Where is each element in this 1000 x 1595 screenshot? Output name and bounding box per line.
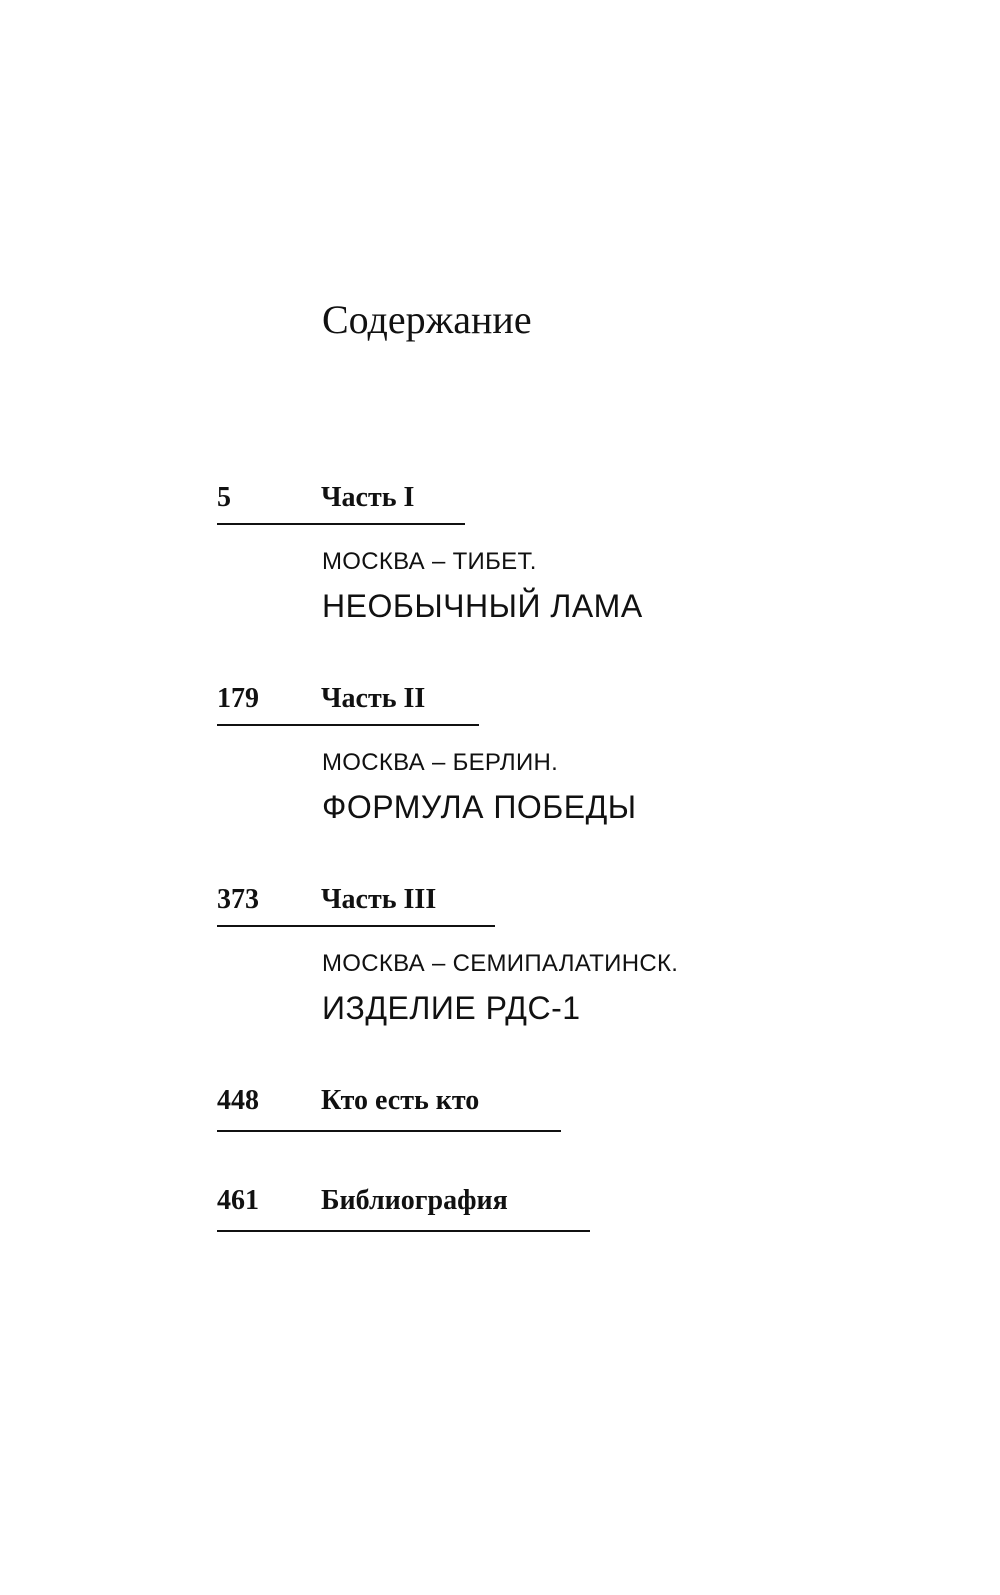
- part-subtitle: МОСКВА – СЕМИПАЛАТИНСК.: [322, 950, 679, 977]
- underline-rule: [217, 925, 495, 927]
- part-label: Часть III: [321, 884, 437, 915]
- part-heading: ИЗДЕЛИЕ РДС-1: [322, 990, 581, 1026]
- page-number: 461: [217, 1185, 259, 1216]
- page-number: 179: [217, 683, 259, 714]
- section-label: Библиография: [321, 1185, 508, 1216]
- page-number: 373: [217, 884, 259, 915]
- page-title: Содержание: [322, 297, 532, 342]
- section-label: Кто есть кто: [321, 1085, 480, 1116]
- part-heading: НЕОБЫЧНЫЙ ЛАМА: [322, 588, 643, 624]
- page-number: 5: [217, 482, 231, 513]
- part-subtitle: МОСКВА – БЕРЛИН.: [322, 749, 559, 776]
- underline-rule: [217, 523, 465, 525]
- underline-rule: [217, 1130, 561, 1132]
- underline-rule: [217, 724, 479, 726]
- page-number: 448: [217, 1085, 259, 1116]
- part-heading: ФОРМУЛА ПОБЕДЫ: [322, 789, 637, 825]
- part-subtitle: МОСКВА – ТИБЕТ.: [322, 548, 537, 575]
- underline-rule: [217, 1230, 590, 1232]
- part-label: Часть I: [321, 482, 415, 513]
- part-label: Часть II: [321, 683, 426, 714]
